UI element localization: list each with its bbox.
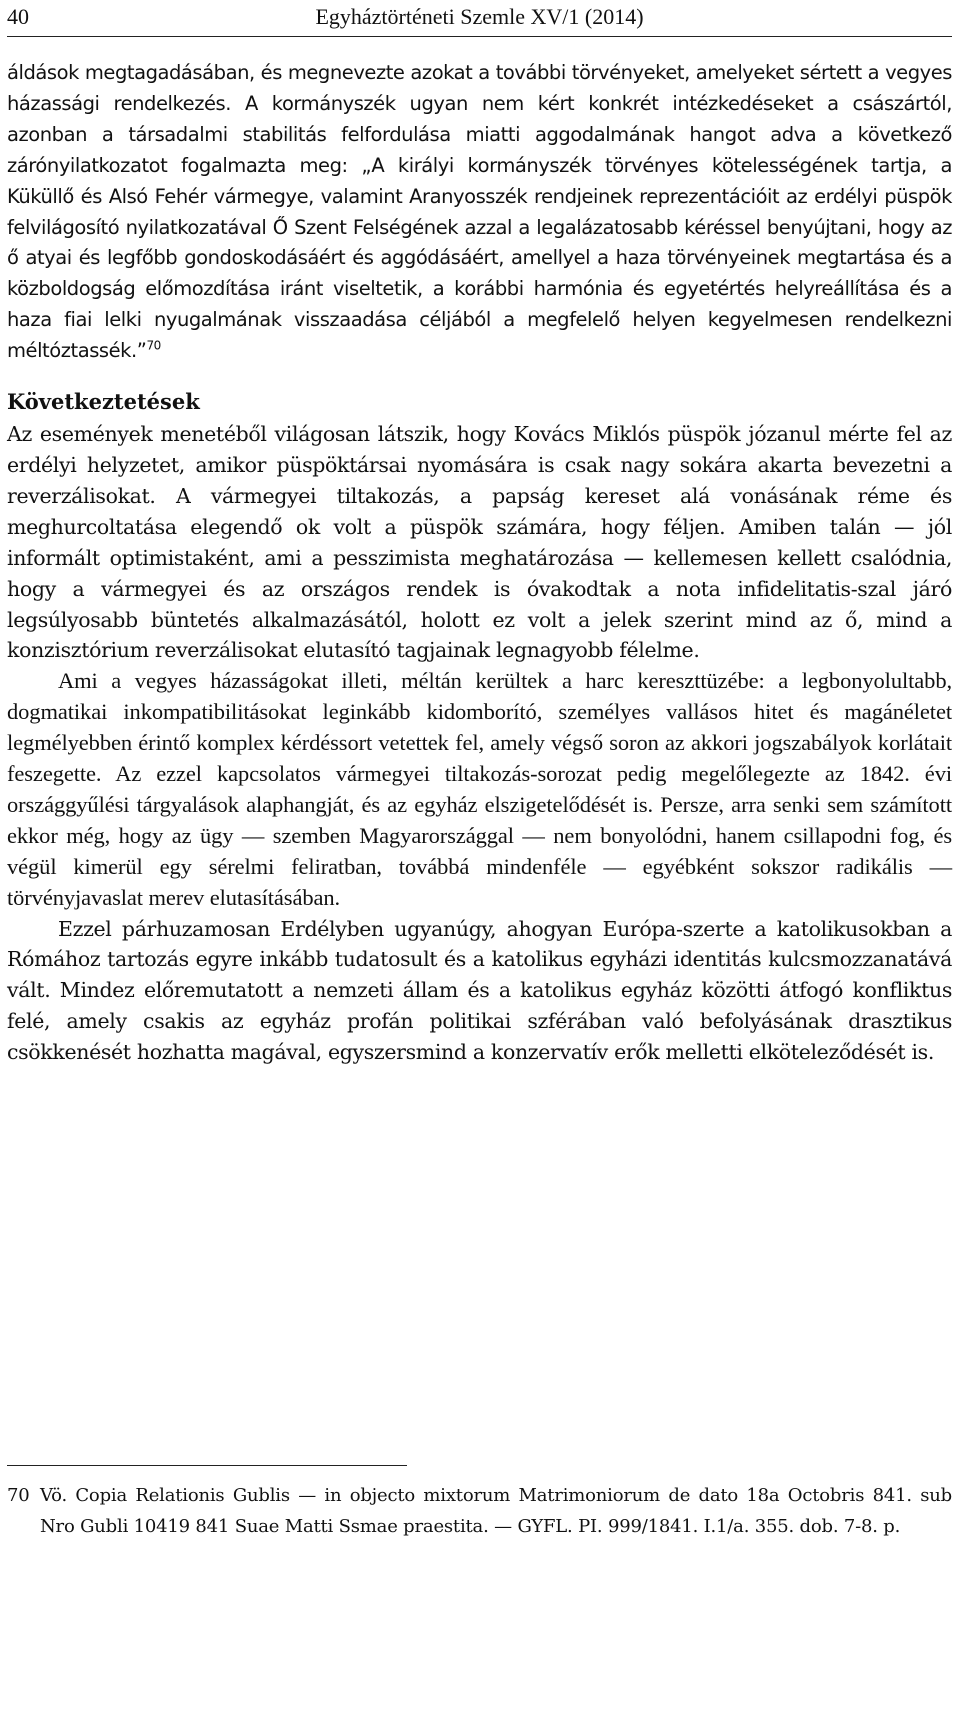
paragraph-1 [7,58,952,367]
journal-title: Egyháztörténeti Szemle XV/1 (2014) [315,4,644,29]
paragraph-1-text: áldások megtagadásában, és megnevezte azokat a további törvényeket, amelyeket sértett a vegyes házassági rendelkezés. A kormányszék ugyan nem kért konkrét intézkedéseket a császártól, azonban a társadalmi stabilitás felfordulása miatti aggodalmának hangot adva a következő zárónyilatkozatot fogalmazta meg: [7,61,952,177]
main-text [7,58,952,1068]
footnote-reference[interactable]: 70 [146,338,161,353]
paragraph-4: Ezzel párhuzamosan Erdélyben ugyanúgy, ahogyan Európa-szerte a katolikusokban a Rómához tartozás egyre inkább tudatosult és a katolikus egyházi identitás kulcsmozzanatává vált. Mindez előremutatott a nemzeti állam és a katolikus egyház közötti átfogó konfliktus felé, amely csakis az egyház profán politikai szférában való befolyásának drasztikus csökkenését hozhatta magával, egyszersmind a konzervatív erők melletti elköteleződését is. [7,916,952,1065]
running-header [7,0,952,37]
paragraph-2: Az események menetéből világosan látszik, hogy Kovács Miklós püspök józanul mérte fel az erdélyi helyzetet, amikor püspöktársai nyomására is csak nagy sokára akarta bevezetni a reverzálisokat. A vármegyei tiltakozás, a papság kereset alá vonásának réme és meghurcoltatása elegendő ok volt a püspök számára, hogy féljen. Amiben talán — jól informált optimistaként, ami a pesszimista meghatározása — kellemesen kellett csalódnia, hogy a vármegyei és az országos rendek is óvakodtak a nota infidelitatis-szal járó legsúlyosabb büntetés alkalmazásától, holott ez volt a jelek szerint mind az ő, mind a konzisztórium reverzálisokat elutasító tagjainak legnagyobb félelme. [7,422,952,663]
paragraph-3: Ami a vegyes házasságokat illeti, méltán kerültek a harc kereszttüzébe: a legbonyolultabb, dogmatikai inkompatibilitásokat leginkább kidomborító, személyes vallásos hitet és magánéletet legmélyebben érintő komplex kérdéssort vetettek fel, amely végső soron az akkori jogszabályok korlátait feszegette. Az ezzel kapcsolatos vármegyei tiltakozás-sorozat pedig megelőlegezte az 1842. évi országgyűlési tárgyalások alaphangját, és az egyház elszigetelődését is. Persze, arra senki sem számított ekkor még, hogy az ügy — szemben Magyarországgal — nem bonyolódni, hanem csillapodni fog, és végül kimerül egy sérelmi feliratban, továbbá mindenféle — egyébként sokszor radikális — törvényjavaslat merev elutasításában. [7,668,952,910]
footnote [7,1480,952,1542]
footnote-number: 70 [7,1485,30,1506]
quotation: „A királyi kormányszék törvényes kötelességének tartja, a Küküllő és Alsó Fehér vármegye, valamint Aranyosszék rendjeinek reprezentációit az erdélyi püspök felvilágosító nyilatkozatával Ő Szent Felségének azzal a legalázatosabb kéréssel benyújtani, hogy az ő atyai és legfőbb gondoskodásáért és aggódásáért, amellyel a haza törvényeinek megtartása és a közboldogság előmozdítása iránt viseltetik, a korábbi harmónia és egyetértés helyreállítása és a haza fiai lelki nyugalmának visszaadása céljából a megfelelő helyen kegyelmesen rendelkezni méltóztassék.” [7,153,952,363]
section-heading: Következtetések [7,389,200,415]
page-number: 40 [7,4,29,29]
footnote-text: Vö. Copia Relationis Gublis — in objecto mixtorum Matrimoniorum de dato 18a Octobris 841. sub Nro Gubli 10419 841 Suae Matti Ssmae praestita. — GYFL. PI. 999/1841. I.1/a. 355. dob. 7-8. p. [40,1485,952,1537]
footnote-separator [7,1465,407,1466]
